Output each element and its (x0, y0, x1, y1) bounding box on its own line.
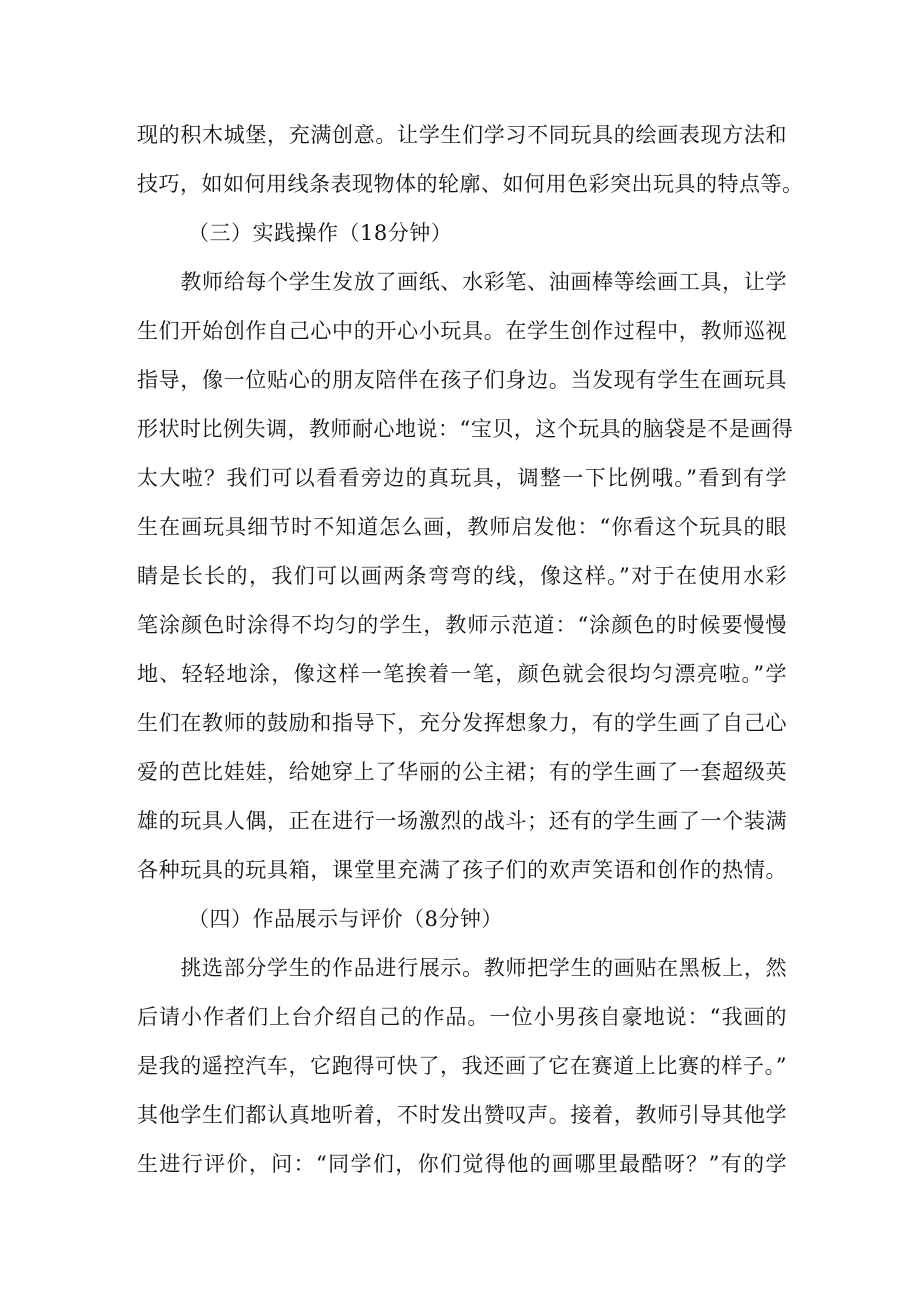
text-line: 各种玩具的玩具箱，课堂里充满了孩子们的欢声笑语和创作的热情。 (137, 858, 787, 882)
text-line: 其他学生们都认真地听着，不时发出赞叹声。接着，教师引导其他学 (137, 1103, 787, 1127)
text-line: 爱的芭比娃娃，给她穿上了华丽的公主裙；有的学生画了一套超级英 (137, 760, 787, 784)
text-line: 地、轻轻地涂，像这样一笔挨着一笔，颜色就会很均匀漂亮啦。”学 (137, 662, 787, 686)
text-line: 睛是长长的，我们可以画两条弯弯的线，像这样。”对于在使用水彩 (137, 564, 787, 588)
text-line: 太大啦？我们可以看看旁边的真玩具，调整一下比例哦。”看到有学 (137, 466, 787, 490)
text-line: 现的积木城堡，充满创意。让学生们学习不同玩具的绘画表现方法和 (137, 123, 787, 147)
text-line: 教师给每个学生发放了画纸、水彩笔、油画棒等绘画工具，让学 (137, 270, 787, 294)
text-line: 生在画玩具细节时不知道怎么画，教师启发他：“你看这个玩具的眼 (137, 515, 787, 539)
text-line: 挑选部分学生的作品进行展示。教师把学生的画贴在黑板上，然 (137, 956, 787, 980)
text-line: 技巧，如如何用线条表现物体的轮廓、如何用色彩突出玩具的特点等。 (137, 172, 804, 196)
text-line: 笔涂颜色时涂得不均匀的学生，教师示范道：“涂颜色的时候要慢慢 (137, 613, 787, 637)
text-line: 生们开始创作自己心中的开心小玩具。在学生创作过程中，教师巡视 (137, 319, 787, 343)
text-line: 生们在教师的鼓励和指导下，充分发挥想象力，有的学生画了自己心 (137, 711, 787, 735)
text-line: 后请小作者们上台介绍自己的作品。一位小男孩自豪地说：“我画的 (137, 1005, 787, 1029)
text-line: 形状时比例失调，教师耐心地说：“宝贝，这个玩具的脑袋是不是画得 (137, 417, 794, 441)
text-line: 是我的遥控汽车，它跑得可快了，我还画了它在赛道上比赛的样子。” (137, 1054, 787, 1078)
text-line: 指导，像一位贴心的朋友陪伴在孩子们身边。当发现有学生在画玩具 (137, 368, 787, 392)
text-line: 生进行评价，问：“同学们，你们觉得他的画哪里最酷呀？”有的学 (137, 1152, 787, 1176)
section-heading-practice: （三）实践操作（18分钟） (188, 221, 453, 245)
section-heading-showcase: （四）作品展示与评价（8分钟） (188, 907, 503, 931)
text-line: 雄的玩具人偶，正在进行一场激烈的战斗；还有的学生画了一个装满 (137, 809, 787, 833)
